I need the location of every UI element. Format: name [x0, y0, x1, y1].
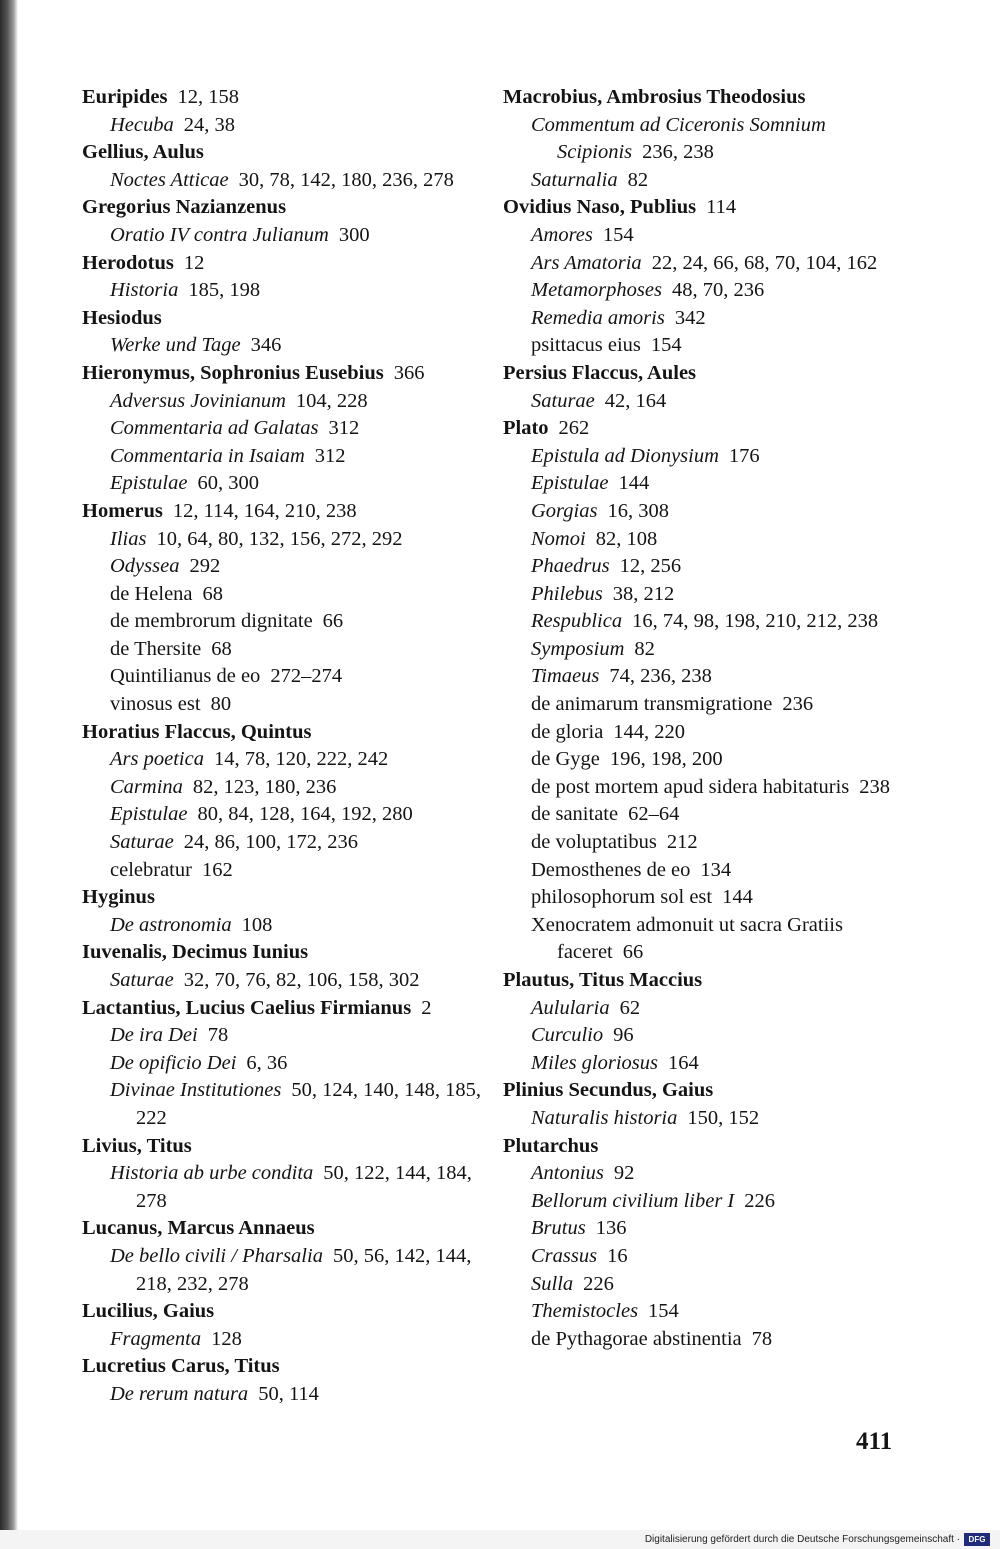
page-references: 62	[619, 996, 641, 1019]
page-references: 38, 212	[612, 582, 675, 605]
page-references: 62–64	[628, 803, 680, 826]
index-author-entry	[503, 1077, 923, 1105]
index-author-entry	[82, 498, 492, 526]
index-work-entry	[82, 967, 492, 995]
index-work-entry	[503, 1105, 923, 1133]
work-title: Carmina	[110, 775, 183, 798]
index-work-entry	[503, 1326, 923, 1354]
page-references: 60, 300	[197, 472, 259, 495]
index-work-entry	[503, 1188, 923, 1216]
page-references: 24, 38	[183, 113, 236, 136]
topic-label: de gloria	[531, 720, 604, 743]
work-title: Amores	[531, 223, 593, 246]
work-title: Epistulae	[110, 803, 188, 826]
work-title: Ars poetica	[110, 748, 204, 771]
work-title: Themistocles	[531, 1300, 639, 1323]
page-references: 272–274	[270, 665, 343, 688]
topic-label: de post mortem apud sidera habitaturis	[531, 775, 850, 798]
page-references: 16, 74, 98, 198, 210, 212, 238	[632, 610, 879, 633]
page-references: 226	[744, 1189, 775, 1212]
topic-label: Xenocratem admonuit ut sacra Gratiis faceret	[531, 913, 843, 964]
author-name: Lucanus, Marcus Annaeus	[82, 1217, 315, 1240]
page-references: 68	[202, 582, 224, 605]
work-title: Phaedrus	[531, 555, 610, 578]
index-work-entry	[82, 829, 492, 857]
topic-label: vinosus est	[110, 693, 201, 716]
index-work-entry	[82, 1326, 492, 1354]
topic-label: de animarum transmigratione	[531, 693, 773, 716]
page-references: 154	[602, 223, 634, 246]
topic-label: de Gyge	[531, 748, 600, 771]
index-work-entry	[503, 553, 923, 581]
page-references: 16	[607, 1244, 628, 1267]
page-references: 82	[627, 168, 649, 191]
topic-label: celebratur	[110, 858, 192, 881]
index-work-entry	[503, 691, 923, 719]
author-name: Herodotus	[82, 251, 174, 274]
index-work-entry	[503, 746, 923, 774]
page-references: 12, 114, 164, 210, 238	[172, 499, 357, 522]
index-work-entry	[503, 1271, 923, 1299]
page-references: 16, 308	[607, 499, 669, 522]
work-title: Saturae	[110, 969, 174, 991]
page-references: 196, 198, 200	[609, 748, 723, 771]
page-references: 10, 64, 80, 132, 156, 272, 292	[156, 527, 403, 550]
topic-label: Demosthenes de eo	[531, 858, 691, 881]
work-title: Historia ab urbe condita	[110, 1162, 314, 1185]
index-work-entry	[82, 470, 492, 498]
footer-credit: Digitalisierung gefördert durch die Deutsche Forschungsgemeinschaft ·	[644, 1534, 960, 1545]
page-references: 12	[183, 251, 205, 274]
index-author-entry	[82, 1353, 492, 1381]
page-references: 262	[558, 417, 590, 440]
index-work-entry	[503, 443, 923, 471]
index-work-entry	[503, 884, 923, 912]
page-references: 74, 236, 238	[609, 665, 712, 688]
author-name: Plutarchus	[503, 1134, 599, 1157]
topic-label: de Thersite	[110, 637, 202, 660]
page-references: 226	[583, 1272, 614, 1295]
page-references: 80	[210, 693, 232, 716]
page-references: 164	[668, 1051, 699, 1074]
work-title: Saturnalia	[531, 168, 618, 191]
index-column-right	[503, 84, 923, 1353]
work-title: De astronomia	[110, 913, 232, 936]
index-author-entry	[82, 360, 492, 388]
work-title: Symposium	[531, 637, 625, 660]
index-work-entry	[82, 912, 492, 940]
work-title: Commentum ad Ciceronis Somnium Scipionis	[531, 113, 826, 164]
page-references: 12, 256	[619, 555, 682, 578]
page-references: 50, 56, 142, 144, 218, 232, 278	[136, 1244, 472, 1295]
work-title: Antonius	[531, 1162, 604, 1185]
work-title: Respublica	[531, 610, 623, 633]
index-work-entry	[82, 443, 492, 471]
page-references: 150, 152	[687, 1106, 760, 1129]
index-work-entry	[503, 1050, 923, 1078]
page-references: 14, 78, 120, 222, 242	[213, 748, 389, 771]
work-title: Oratio IV contra Julianum	[110, 223, 329, 246]
index-author-entry	[82, 995, 492, 1023]
index-work-entry	[503, 277, 923, 305]
index-author-entry	[82, 84, 492, 112]
author-name: Horatius Flaccus, Quintus	[82, 720, 312, 743]
page-references: 342	[674, 306, 706, 329]
work-title: De opificio Dei	[110, 1051, 237, 1074]
index-author-entry	[503, 967, 923, 995]
page-references: 144	[722, 886, 753, 909]
page-references: 144	[618, 472, 650, 495]
index-author-entry	[82, 884, 492, 912]
index-work-entry	[82, 415, 492, 443]
work-title: De rerum natura	[110, 1382, 249, 1405]
work-title: Divinae Institutiones	[110, 1079, 282, 1102]
work-title: Sulla	[531, 1272, 574, 1295]
index-work-entry	[503, 829, 923, 857]
index-work-entry	[503, 498, 923, 526]
page-references: 134	[700, 858, 732, 881]
index-work-entry	[503, 470, 923, 498]
index-work-entry	[503, 719, 923, 747]
index-column-left	[82, 84, 492, 1409]
page-references: 238	[859, 775, 890, 798]
index-work-entry	[82, 1243, 492, 1298]
author-name: Hesiodus	[82, 306, 162, 329]
work-title: Commentaria in Isaiam	[110, 444, 305, 467]
index-work-entry	[82, 581, 492, 609]
page-references: 30, 78, 142, 180, 236, 278	[238, 168, 454, 191]
page-references: 24, 86, 100, 172, 236	[183, 831, 359, 854]
page-references: 6, 36	[246, 1051, 288, 1074]
page-references: 50, 122, 144, 184, 278	[136, 1162, 472, 1212]
index-work-entry	[82, 167, 492, 195]
work-title: Odyssea	[110, 555, 180, 578]
page-references: 300	[338, 223, 370, 246]
work-title: Ilias	[110, 527, 147, 550]
index-author-entry	[82, 1298, 492, 1326]
page-references: 104, 228	[295, 389, 368, 412]
page-number: 411	[856, 1428, 893, 1455]
work-title: Bellorum civilium liber I	[531, 1189, 735, 1212]
topic-label: de sanitate	[531, 803, 619, 826]
author-name: Homerus	[82, 499, 163, 522]
work-title: Gorgias	[531, 499, 598, 522]
work-title: Miles gloriosus	[531, 1051, 658, 1074]
index-work-entry	[82, 608, 492, 636]
work-title: Metamorphoses	[531, 279, 662, 302]
author-name: Iuvenalis, Decimus Iunius	[82, 941, 309, 964]
index-work-entry	[503, 1160, 923, 1188]
page-references: 78	[207, 1024, 229, 1047]
page-references: 2	[421, 996, 432, 1019]
work-title: Commentaria ad Galatas	[110, 417, 319, 440]
page-references: 22, 24, 66, 68, 70, 104, 162	[651, 251, 878, 274]
work-title: Nomoi	[531, 527, 586, 550]
author-name: Plautus, Titus Maccius	[503, 969, 703, 991]
index-work-entry	[503, 636, 923, 664]
work-title: Timaeus	[531, 665, 600, 688]
work-title: Hecuba	[110, 113, 174, 136]
author-name: Livius, Titus	[82, 1134, 192, 1157]
page-references: 92	[613, 1162, 635, 1185]
index-work-entry	[82, 388, 492, 416]
digitization-footer	[0, 1530, 1000, 1549]
page-references: 312	[328, 417, 360, 440]
index-work-entry	[503, 112, 923, 167]
page-references: 68	[211, 637, 232, 660]
page-references: 212	[666, 831, 698, 854]
page-references: 136	[595, 1217, 627, 1240]
author-name: Plinius Secundus, Gaius	[503, 1079, 714, 1102]
author-name: Macrobius, Ambrosius Theodosius	[503, 86, 806, 108]
page-references: 66	[322, 610, 344, 633]
index-work-entry	[82, 222, 492, 250]
index-work-entry	[503, 222, 923, 250]
index-author-entry	[503, 1133, 923, 1161]
index-work-entry	[503, 581, 923, 609]
page-references: 96	[613, 1024, 634, 1047]
author-name: Ovidius Naso, Publius	[503, 196, 697, 219]
author-name: Gregorius Nazianzenus	[82, 196, 287, 219]
author-name: Lucretius Carus, Titus	[82, 1355, 280, 1378]
page-references: 114	[706, 196, 737, 219]
work-title: Naturalis historia	[531, 1106, 678, 1129]
index-author-entry	[82, 1133, 492, 1161]
index-work-entry	[82, 663, 492, 691]
index-author-entry	[82, 305, 492, 333]
page-references: 128	[211, 1327, 242, 1350]
page-references: 42, 164	[604, 389, 667, 412]
page-references: 50, 124, 140, 148, 185, 222	[136, 1079, 482, 1129]
index-author-entry	[82, 250, 492, 278]
index-work-entry	[503, 608, 923, 636]
page-references: 154	[648, 1300, 679, 1323]
author-name: Lucilius, Gaius	[82, 1300, 215, 1323]
index-work-entry	[503, 388, 923, 416]
work-title: De bello civili / Pharsalia	[110, 1244, 323, 1267]
author-name: Euripides	[82, 86, 168, 108]
work-title: Werke und Tage	[110, 334, 241, 357]
page-references: 108	[241, 913, 273, 936]
author-name: Gellius, Aulus	[82, 141, 204, 164]
index-work-entry	[82, 332, 492, 360]
index-work-entry	[503, 774, 923, 802]
index-author-entry	[82, 1215, 492, 1243]
work-title: Ars Amatoria	[531, 251, 642, 274]
index-work-entry	[82, 112, 492, 140]
index-work-entry	[82, 1077, 492, 1132]
index-work-entry	[503, 995, 923, 1023]
index-work-entry	[82, 1381, 492, 1409]
page-references: 32, 70, 76, 82, 106, 158, 302	[183, 969, 420, 991]
work-title: Fragmenta	[110, 1327, 202, 1350]
page-references: 154	[650, 334, 682, 357]
topic-label: de voluptatibus	[531, 831, 657, 854]
index-work-entry	[503, 332, 923, 360]
index-work-entry	[503, 663, 923, 691]
index-work-entry	[82, 553, 492, 581]
index-work-entry	[82, 774, 492, 802]
index-work-entry	[82, 691, 492, 719]
work-title: Adversus Jovinianum	[110, 389, 286, 412]
work-title: Aulularia	[531, 996, 610, 1019]
page-references: 78	[751, 1327, 773, 1350]
index-work-entry	[82, 636, 492, 664]
page-references: 82	[634, 637, 655, 660]
page-references: 82, 108	[595, 527, 658, 550]
page-references: 292	[189, 555, 221, 578]
page-references: 82, 123, 180, 236	[192, 775, 337, 798]
work-title: Crassus	[531, 1244, 598, 1267]
index-work-entry	[82, 857, 492, 885]
index-work-entry	[503, 1298, 923, 1326]
work-title: Epistula ad Dionysium	[531, 444, 719, 467]
page-references: 66	[622, 941, 644, 964]
index-author-entry	[503, 360, 923, 388]
index-work-entry	[503, 526, 923, 554]
page-references: 236	[782, 693, 814, 716]
topic-label: philosophorum sol est	[531, 886, 713, 909]
index-work-entry	[82, 526, 492, 554]
work-title: Brutus	[531, 1217, 586, 1240]
index-author-entry	[82, 139, 492, 167]
author-name: Plato	[503, 417, 549, 440]
page-references: 185, 198	[188, 279, 261, 302]
index-author-entry	[503, 194, 923, 222]
topic-label: de membrorum dignitate	[110, 610, 313, 633]
topic-label: de Helena	[110, 582, 193, 605]
page-references: 80, 84, 128, 164, 192, 280	[197, 803, 413, 826]
author-name: Persius Flaccus, Aules	[503, 361, 697, 384]
index-author-entry	[82, 939, 492, 967]
index-author-entry	[82, 194, 492, 222]
work-title: De ira Dei	[110, 1024, 198, 1047]
work-title: Saturae	[531, 389, 595, 412]
author-name: Hyginus	[82, 886, 155, 909]
topic-label: Quintilianus de eo	[110, 665, 261, 688]
page-references: 176	[728, 444, 760, 467]
index-work-entry	[503, 801, 923, 829]
index-author-entry	[82, 719, 492, 747]
work-title: Epistulae	[110, 472, 188, 495]
page-references: 50, 114	[258, 1382, 319, 1405]
index-author-entry	[503, 415, 923, 443]
index-work-entry	[82, 277, 492, 305]
index-work-entry	[503, 1243, 923, 1271]
page-references: 162	[201, 858, 233, 881]
page-references: 346	[250, 334, 282, 357]
page-references: 144, 220	[613, 720, 686, 743]
page-references: 312	[314, 444, 346, 467]
page-references: 48, 70, 236	[671, 279, 765, 302]
work-title: Curculio	[531, 1024, 604, 1047]
index-work-entry	[82, 801, 492, 829]
index-work-entry	[82, 1160, 492, 1215]
work-title: Historia	[110, 279, 179, 302]
dfg-logo: DFG	[964, 1533, 990, 1546]
index-work-entry	[82, 1022, 492, 1050]
index-work-entry	[503, 1215, 923, 1243]
work-title: Saturae	[110, 831, 174, 854]
index-work-entry	[503, 1022, 923, 1050]
author-name: Hieronymus, Sophronius Eusebius	[82, 361, 384, 384]
topic-label: psittacus eius	[531, 334, 641, 357]
author-name: Lactantius, Lucius Caelius Firmianus	[82, 996, 412, 1019]
index-work-entry	[503, 305, 923, 333]
work-title: Remedia amoris	[531, 306, 665, 329]
work-title: Epistulae	[531, 472, 609, 495]
topic-label: de Pythagorae abstinentia	[531, 1327, 742, 1350]
index-work-entry	[503, 912, 923, 967]
work-title: Philebus	[531, 582, 603, 605]
index-work-entry	[503, 167, 923, 195]
page-references: 366	[393, 361, 425, 384]
work-title: Noctes Atticae	[110, 168, 229, 191]
page-references: 236, 238	[642, 141, 714, 164]
index-work-entry	[503, 857, 923, 885]
index-work-entry	[82, 746, 492, 774]
index-work-entry	[82, 1050, 492, 1078]
index-author-entry	[503, 84, 923, 112]
index-work-entry	[503, 250, 923, 278]
page-references: 12, 158	[177, 86, 239, 108]
